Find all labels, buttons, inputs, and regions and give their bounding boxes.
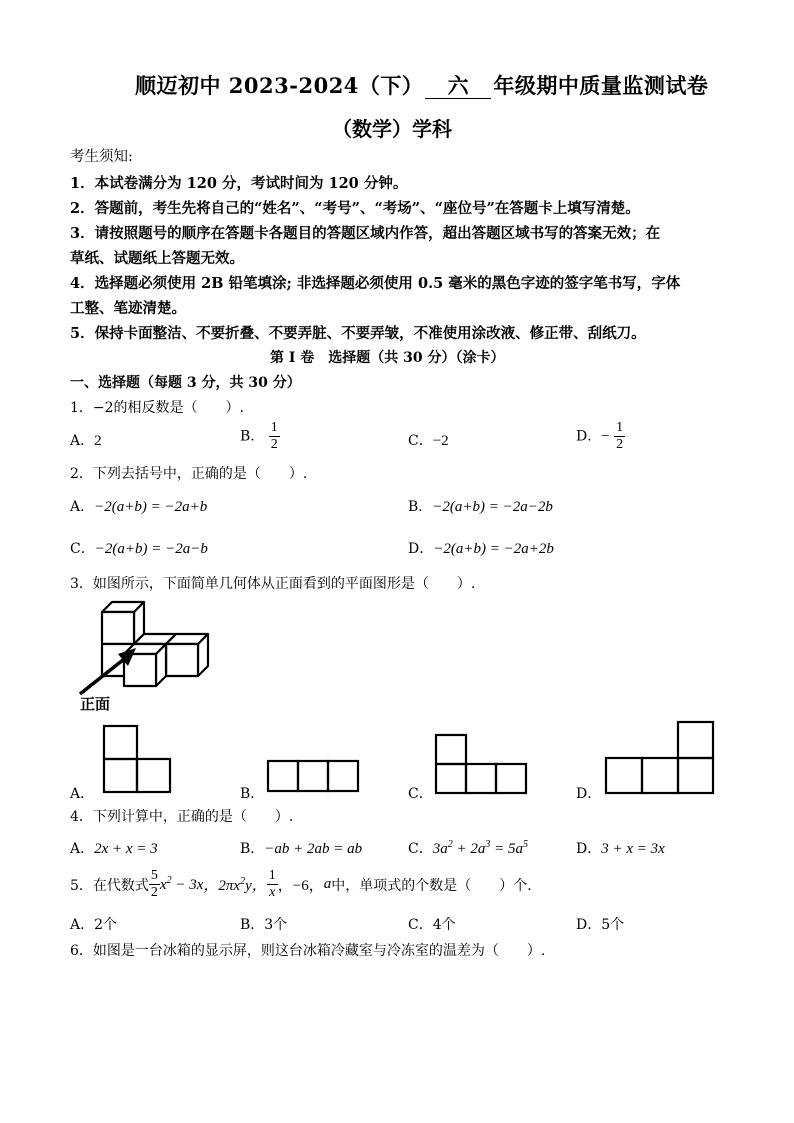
option-label: C． xyxy=(70,541,95,557)
option-label: D． xyxy=(576,917,602,933)
grade-field: 六 xyxy=(425,74,491,99)
term: ，2πx xyxy=(203,878,241,894)
option-value: 2 xyxy=(94,433,102,449)
denominator: 2 xyxy=(270,437,278,452)
option-label: C． xyxy=(408,917,433,933)
q4-stem: 4．下列计算中，正确的是（ ）. xyxy=(70,809,294,825)
front-label: 正面 xyxy=(80,695,111,713)
q6-stem: 6．如图是一台冰箱的显示屏，则这台冰箱冷藏室与冷冻室的温差为（ ）. xyxy=(70,943,546,959)
numerator: 1 xyxy=(270,420,278,435)
denominator: 2 xyxy=(616,437,624,452)
option-label: A． xyxy=(70,433,95,449)
q2-stem: 2．下列去括号中，正确的是（ ）. xyxy=(70,466,308,482)
notice-heading: 考生须知: xyxy=(70,149,133,165)
option-label: A． xyxy=(70,917,95,933)
term: y， xyxy=(245,878,267,894)
exponent: 2 xyxy=(166,875,172,886)
option-value: 3 + x = 3x xyxy=(601,841,665,857)
option-value: −2(a+b) = −2a+2b xyxy=(433,541,554,557)
notice-item-3: 3．请按照题号的顺序在答题卡各题目的答题区域内作答，超出答题区域书写的答案无效；在 xyxy=(70,225,661,242)
option-label: D． xyxy=(576,428,602,445)
title-prefix: 顺迈初中 2023-2024（下） xyxy=(135,73,424,98)
minus-sign: − xyxy=(601,428,610,445)
option-value: 5个 xyxy=(601,917,625,933)
q4-option-b xyxy=(240,838,362,858)
option-label: B． xyxy=(240,841,265,857)
q2-option-b xyxy=(408,496,553,516)
term: x xyxy=(159,877,167,893)
option-value: −2(a+b) = −2a−2b xyxy=(432,499,553,515)
exam-title xyxy=(135,70,708,100)
option-label: D． xyxy=(408,541,434,557)
option-value: 2个 xyxy=(94,917,118,933)
q5-option-b xyxy=(240,914,287,934)
q2-option-d xyxy=(408,538,554,558)
option-value: −ab + 2ab = ab xyxy=(264,841,363,857)
q3-option-a-figure xyxy=(102,724,174,794)
option-label: A． xyxy=(70,841,95,857)
term: 3a xyxy=(432,841,448,857)
option-label: B． xyxy=(408,499,433,515)
option-value: 2x + x = 3 xyxy=(94,841,158,857)
stem-text: 中，单项式的个数是（ ）个. xyxy=(331,877,532,894)
term: a xyxy=(323,876,332,892)
fraction xyxy=(267,868,278,901)
fraction xyxy=(614,420,625,453)
notice-item-4-cont: 工整、笔迹清楚。 xyxy=(70,300,186,317)
q5-option-a xyxy=(70,914,117,934)
notice-item-3-cont: 草纸、试题纸上答题无效。 xyxy=(70,250,244,267)
notice-item-4: 4．选择题必须使用 2B 铅笔填涂; 非选择题必须使用 0.5 毫米的黑色字迹的签字笔书写，字体 xyxy=(70,275,681,292)
stem-text: 5．在代数式 xyxy=(70,877,149,894)
option-label: C． xyxy=(408,841,433,857)
exponent: 5 xyxy=(522,839,528,850)
option-value: −2 xyxy=(432,433,449,449)
option-label: B． xyxy=(240,428,265,445)
q1-option-c xyxy=(408,430,449,450)
option-value: −2(a+b) = −2a+b xyxy=(94,499,208,515)
q1-stem: 1．−2的相反数是（ ）. xyxy=(70,400,244,416)
denominator: x xyxy=(269,885,276,900)
title-suffix: 年级期中质量监测试卷 xyxy=(493,73,709,98)
q3-option-c-label: C． xyxy=(408,786,433,802)
numerator: 1 xyxy=(616,420,624,435)
fraction xyxy=(149,868,160,901)
numerator: 5 xyxy=(150,868,158,883)
q5-option-d xyxy=(576,914,624,934)
option-value: 3个 xyxy=(264,917,288,933)
q1-option-a xyxy=(70,430,102,450)
q2-option-c xyxy=(70,538,208,558)
option-label: B． xyxy=(240,917,265,933)
notice-item-2: 2．答题前，考生先将自己的“姓名”、“考号”、“考场”、“座位号”在答题卡上填写清楚。 xyxy=(70,200,640,217)
section-title: 第 I 卷 选择题（共 30 分）（涂卡） xyxy=(270,350,505,366)
exponent: 2 xyxy=(447,839,453,850)
q1-option-d xyxy=(576,420,625,453)
q3-option-d-figure xyxy=(604,720,716,795)
term: + 2a xyxy=(452,841,486,857)
denominator: 2 xyxy=(150,885,158,900)
notice-item-5: 5．保持卡面整洁、不要折叠、不要弄脏、不要弄皱，不准使用涂改液、修正带、刮纸刀。 xyxy=(70,325,646,342)
exponent: 3 xyxy=(485,839,491,850)
q3-option-c-figure xyxy=(434,733,530,795)
option-label: A． xyxy=(70,499,95,515)
term: − 3x xyxy=(171,877,204,893)
q4-option-a xyxy=(70,838,158,858)
subject-title: （数学）学科 xyxy=(332,117,452,141)
front-arrow xyxy=(74,640,144,700)
term: = 5a xyxy=(490,841,523,857)
term: ，−6， xyxy=(277,878,324,894)
q4-option-c xyxy=(408,838,528,858)
q4-option-d xyxy=(576,838,665,858)
numerator: 1 xyxy=(268,868,276,883)
fraction xyxy=(269,420,280,453)
q3-option-a-label: A． xyxy=(70,786,95,802)
option-label: D． xyxy=(576,841,602,857)
option-value: −2(a+b) = −2a−b xyxy=(94,541,208,557)
option-label: C． xyxy=(408,433,433,449)
q3-option-b-label: B． xyxy=(240,786,265,802)
q3-option-b-figure xyxy=(266,759,361,795)
notice-item-1: 1．本试卷满分为 120 分，考试时间为 120 分钟。 xyxy=(70,175,408,192)
exponent: 2 xyxy=(240,876,246,887)
q2-option-a xyxy=(70,496,207,516)
q5-option-c xyxy=(408,914,456,934)
q5-stem xyxy=(70,868,532,901)
option-value: 4个 xyxy=(432,917,456,933)
q1-option-b xyxy=(240,420,280,453)
part-title: 一、选择题（每题 3 分，共 30 分） xyxy=(70,375,301,391)
q3-option-d-label: D． xyxy=(576,786,602,802)
q3-stem: 3．如图所示，下面简单几何体从正面看到的平面图形是（ ）. xyxy=(70,576,476,592)
